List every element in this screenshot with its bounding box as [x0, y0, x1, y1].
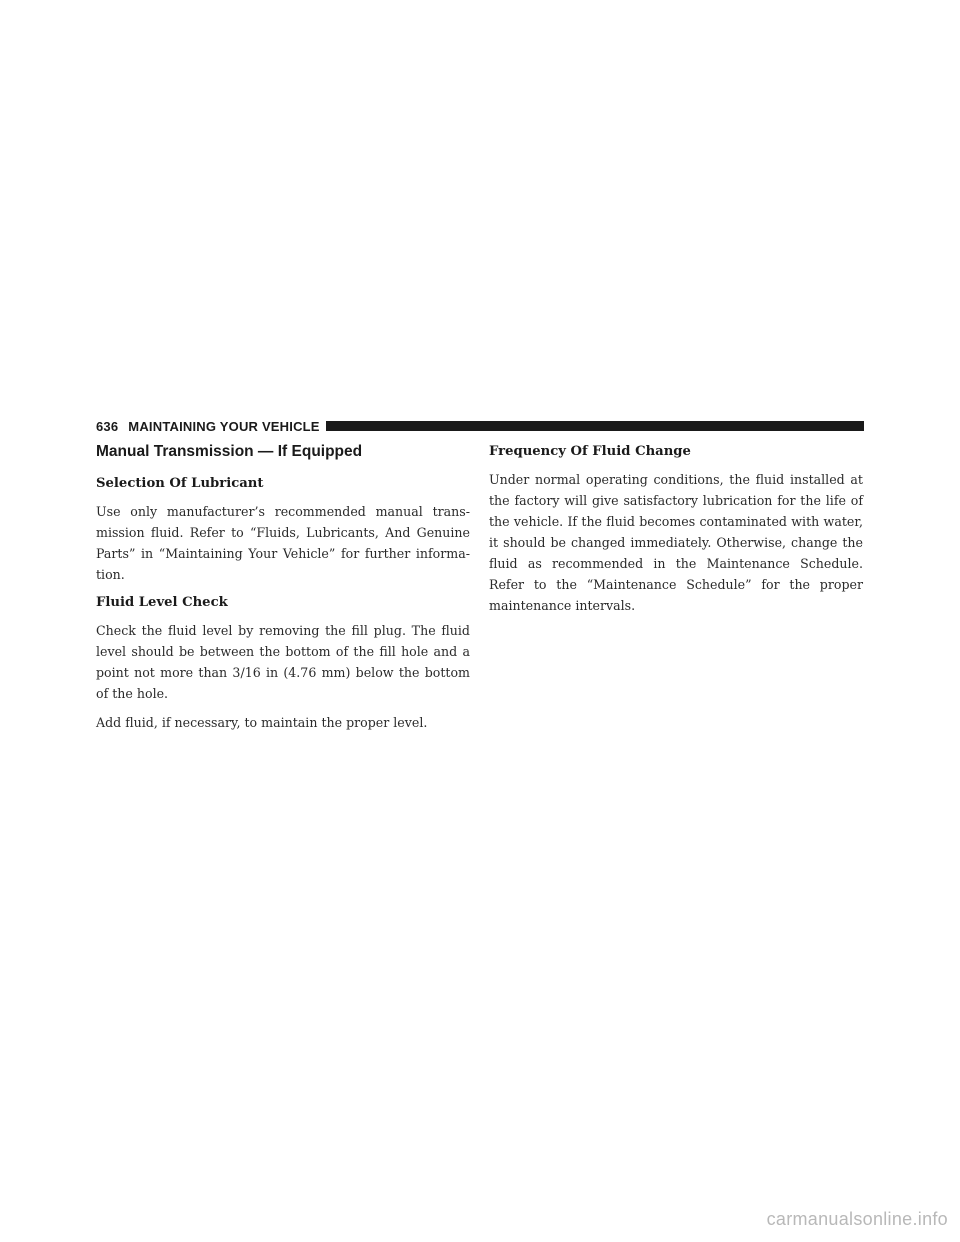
section-title: MAINTAINING YOUR VEHICLE	[128, 418, 320, 434]
right-column	[489, 442, 863, 624]
frequency-heading: Frequency Of Fluid Change	[489, 444, 691, 459]
level-check-paragraph: Check the fluid level by removing the fill plug. The fluid level should be between the bottom of the fill hole and a point not more than 3/16 in (4.76 mm) below the bottom of the hole.	[96, 623, 470, 701]
section-heading: Manual Transmission — If Equipped	[96, 443, 363, 460]
lubricant-paragraph: Use only manufacturer’s recommended manual trans-mission fluid. Refer to “Fluids, Lubricants, And Genuine Parts” in “Maintaining Your Vehicle” for further informa-tion.	[96, 504, 470, 582]
left-column	[96, 442, 470, 741]
lubricant-heading: Selection Of Lubricant	[96, 476, 264, 491]
add-fluid-paragraph: Add fluid, if necessary, to maintain the proper level.	[96, 715, 428, 730]
frequency-paragraph: Under normal operating conditions, the fluid installed at the factory will give satisfactory lubrication for the life of the vehicle. If the fluid becomes contaminated with water, it should be changed immediately. Otherwise, change the fluid as recommended in the Maintenance Schedule. Refer to the “Maintenance Schedule” for the proper maintenance intervals.	[489, 472, 863, 613]
header-rule	[326, 421, 864, 431]
watermark: carmanualsonline.info	[766, 1209, 948, 1229]
level-check-heading: Fluid Level Check	[96, 595, 228, 610]
page-header	[96, 414, 864, 438]
page-number: 636	[96, 418, 119, 434]
